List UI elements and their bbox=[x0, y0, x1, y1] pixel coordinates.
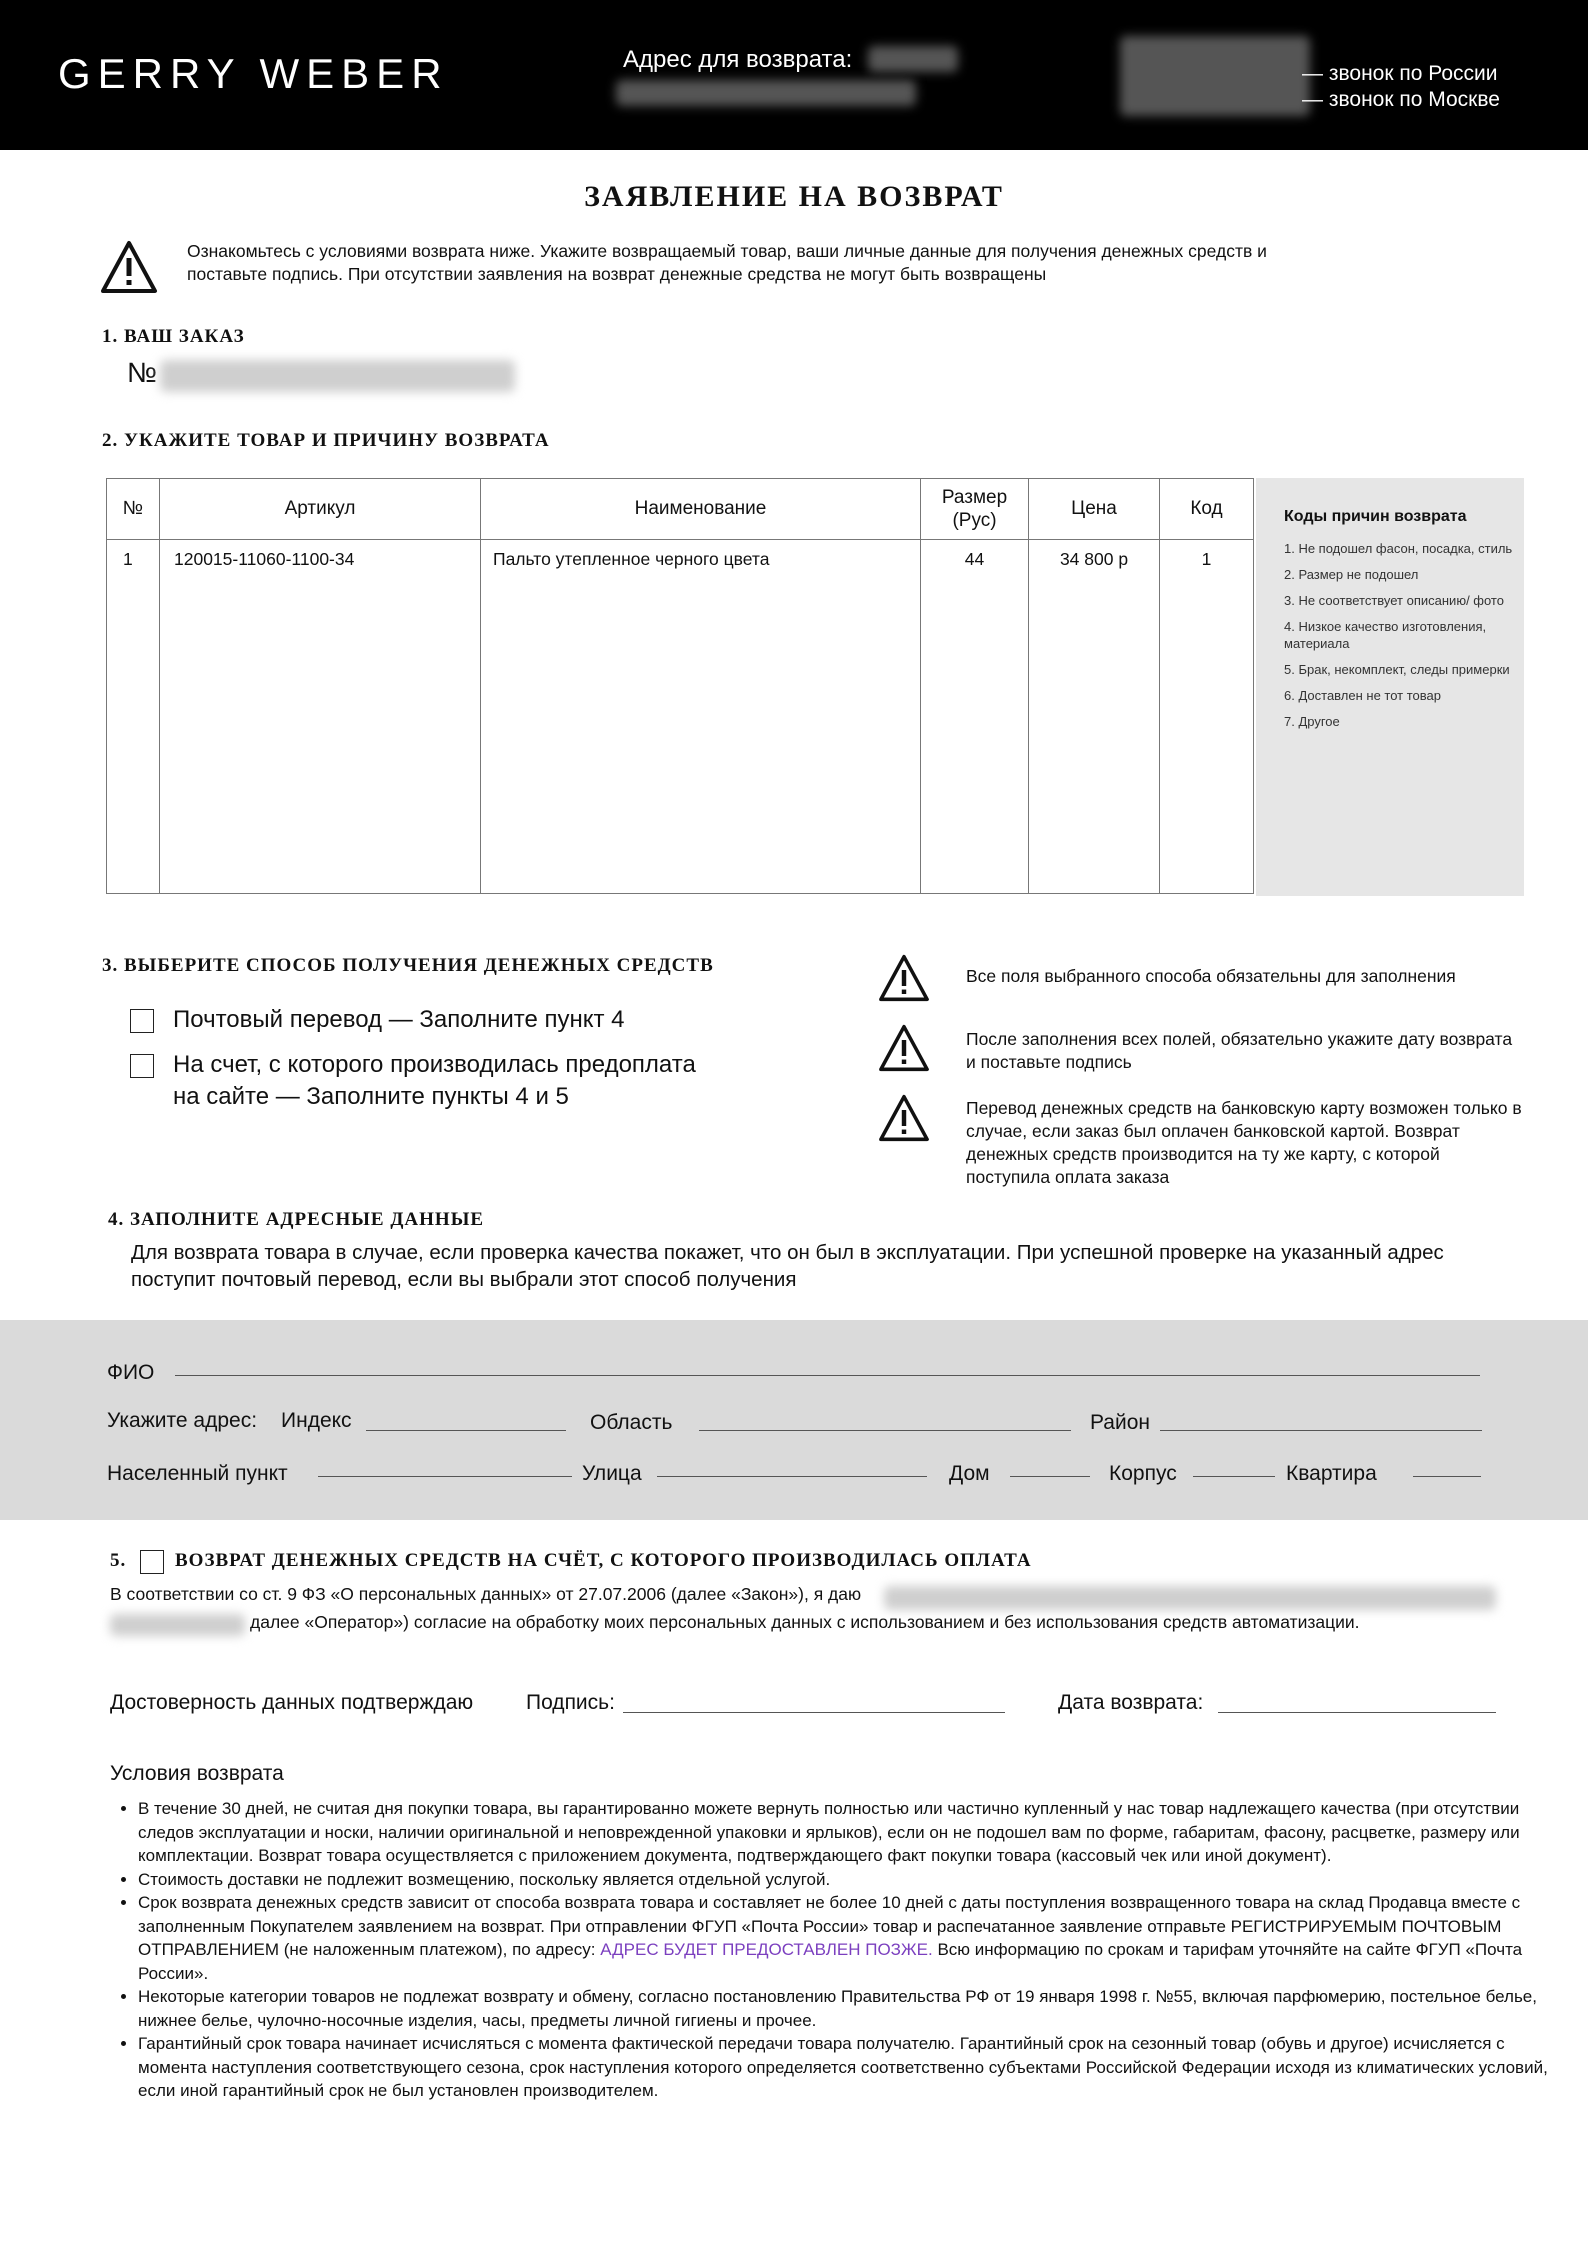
account-refund-option-label-1: На счет, с которого производилась предоплата bbox=[173, 1051, 696, 1078]
consent-text-start: В соответствии со ст. 9 ФЗ «О персональных данных» от 27.07.2006 (далее «Закон»), я даю bbox=[110, 1584, 862, 1604]
col-header-code: Код bbox=[1160, 479, 1254, 540]
condition-item bbox=[138, 1891, 1558, 1985]
return-address-label: Адрес для возврата: bbox=[623, 46, 853, 73]
warning-icon bbox=[878, 1024, 930, 1072]
address-later-highlight: АДРЕС БУДЕТ ПРЕДОСТАВЛЕН ПОЗЖЕ. bbox=[600, 1940, 933, 1959]
reason-code-item: 1. Не подошел фасон, посадка, стиль bbox=[1284, 541, 1513, 556]
condition-item: • В течение 30 дней, не считая дня покупки товара, вы гарантированно можете вернуть полностью или частично купленный у нас товар надлежащего качества (при отсутствии следов эксплуатации и носки, наличии оригинальной и неповрежденной упаковки и ярлыков), если он не подошел вам по форме, габаритам, фасону, расцветке, размеру или комплектации. Возврат товара осуществляется с приложением документа, подтверждающего факт покупки товара (кассовый чек или иной документ). bbox=[138, 1797, 1558, 1868]
account-refund-checkbox[interactable] bbox=[130, 1054, 154, 1078]
warning-icon bbox=[878, 954, 930, 1002]
cell-size: 44 bbox=[921, 540, 1029, 894]
header-bar bbox=[0, 0, 1588, 150]
building-label: Корпус bbox=[1109, 1462, 1177, 1485]
reason-codes-list bbox=[1284, 540, 1516, 739]
condition-item: • Гарантийный срок товара начинает исчисляться с момента фактической передачи товара получателю. Гарантийный срок на сезонный товар (обувь и другое) исчисляется с момента наступления соответствующего сезона, срок наступления которого определяется соответственно субъектами Российской Федерации исходя из климатических условий, если иной гарантийный срок не был установлен производителем. bbox=[138, 2032, 1558, 2103]
condition-item: • Стоимость доставки не подлежит возмещению, поскольку является отдельной услугой. bbox=[138, 1868, 1558, 1892]
cell-code: 1 bbox=[1160, 540, 1254, 894]
building-field[interactable] bbox=[1193, 1476, 1275, 1477]
personal-data-redacted-line2 bbox=[110, 1614, 245, 1636]
index-label: Индекс bbox=[281, 1409, 352, 1432]
note-date-signature: После заполнения всех полей, обязательно укажите дату возврата и поставьте подпись bbox=[966, 1029, 1513, 1072]
reason-code-item: 5. Брак, некомплект, следы примерки bbox=[1284, 662, 1510, 677]
intro-text: Ознакомьтесь с условиями возврата ниже. Укажите возвращаемый товар, ваши личные данные для получения денежных средств и поставьте подпись. При отсутствии заявления на возврат денежные средства не могут быть возвращены bbox=[187, 241, 1267, 284]
cell-num: 1 bbox=[107, 540, 160, 894]
house-field[interactable] bbox=[1010, 1476, 1090, 1477]
section5-number: 5. bbox=[110, 1550, 127, 1571]
consent-text-end: далее «Оператор») согласие на обработку моих персональных данных с использованием и без использования средств автоматизации. bbox=[250, 1612, 1360, 1632]
cell-article: 120015-11060-1100-34 bbox=[160, 540, 481, 894]
cell-name: Пальто утепленное черного цвета bbox=[481, 540, 921, 894]
region-field[interactable] bbox=[699, 1430, 1071, 1431]
col-header-num: № bbox=[107, 479, 160, 540]
section5-title: ВОЗВРАТ ДЕНЕЖНЫХ СРЕДСТВ НА СЧЁТ, С КОТОРОГО ПРОИЗВОДИЛАСЬ ОПЛАТА bbox=[175, 1550, 1032, 1571]
address-intro-text: Для возврата товара в случае, если проверка качества покажет, что он был в эксплуатации. При успешной проверке на указанный адрес поступит почтовый перевод, если вы выбрали этот способ получения bbox=[131, 1241, 1444, 1291]
document-title: ЗАЯВЛЕНИЕ НА ВОЗВРАТ bbox=[584, 180, 1004, 213]
return-items-table bbox=[106, 478, 1254, 894]
note-required-fields: Все поля выбранного способа обязательны для заполнения bbox=[966, 966, 1456, 986]
return-address-redacted bbox=[868, 46, 958, 72]
section3-title: 3. ВЫБЕРИТЕ СПОСОБ ПОЛУЧЕНИЯ ДЕНЕЖНЫХ СРЕДСТВ bbox=[102, 955, 714, 976]
table-header-row bbox=[107, 479, 1254, 540]
brand-logo: GERRY WEBER bbox=[58, 50, 449, 97]
conditions-list bbox=[110, 1797, 1558, 2103]
fio-label: ФИО bbox=[107, 1361, 155, 1384]
section2-title: 2. УКАЖИТЕ ТОВАР И ПРИЧИНУ ВОЗВРАТА bbox=[102, 430, 550, 451]
col-header-name: Наименование bbox=[481, 479, 921, 540]
reason-code-item: 7. Другое bbox=[1284, 714, 1340, 729]
table-row bbox=[107, 540, 1254, 894]
phone-russia-label: — звонок по России bbox=[1302, 62, 1498, 85]
reason-codes-title: Коды причин возврата bbox=[1284, 508, 1467, 525]
reason-code-item: 6. Доставлен не тот товар bbox=[1284, 688, 1441, 703]
order-number-redacted bbox=[160, 360, 515, 392]
apartment-label: Квартира bbox=[1286, 1462, 1377, 1485]
address-label: Укажите адрес: bbox=[107, 1409, 258, 1432]
fio-field[interactable] bbox=[175, 1375, 1480, 1376]
cell-price: 34 800 р bbox=[1029, 540, 1160, 894]
reason-codes-panel bbox=[1256, 478, 1524, 896]
street-label: Улица bbox=[582, 1462, 642, 1485]
postal-transfer-checkbox[interactable] bbox=[130, 1009, 154, 1033]
reason-code-item: 4. Низкое качество изготовления, материала bbox=[1284, 619, 1487, 651]
conditions-title: Условия возврата bbox=[110, 1762, 284, 1785]
district-field[interactable] bbox=[1160, 1430, 1482, 1431]
region-label: Область bbox=[590, 1411, 673, 1434]
warning-icon bbox=[100, 240, 158, 294]
postal-transfer-option-label: Почтовый перевод — Заполните пункт 4 bbox=[173, 1006, 625, 1033]
apartment-field[interactable] bbox=[1413, 1476, 1481, 1477]
col-header-size bbox=[921, 479, 1029, 540]
personal-data-redacted bbox=[884, 1586, 1496, 1610]
return-address-redacted-line2 bbox=[616, 80, 916, 106]
locality-label: Населенный пункт bbox=[107, 1462, 288, 1485]
reason-code-item: 2. Размер не подошел bbox=[1284, 567, 1419, 582]
col-header-size-text: Размер (Рус) bbox=[941, 487, 1008, 531]
condition-text: Всю информацию по срокам и тарифам уточняйте на сайте ФГУП «Почта России». bbox=[138, 1940, 1523, 1983]
condition-item: • Некоторые категории товаров не подлежат возврату и обмену, согласно постановлению Правительства РФ от 19 января 1998 г. №55, включая парфюмерию, постельное белье, нижнее белье, чулочно-носочные изделия, часы, предметы личной гигиены и прочее. bbox=[138, 1985, 1558, 2032]
account-refund-option-label-2: на сайте — Заполните пункты 4 и 5 bbox=[173, 1083, 569, 1110]
return-date-field[interactable] bbox=[1218, 1712, 1496, 1713]
account-refund-section-checkbox[interactable] bbox=[140, 1550, 164, 1574]
signature-field[interactable] bbox=[623, 1712, 1005, 1713]
phone-moscow-label: — звонок по Москве bbox=[1302, 88, 1500, 111]
index-field[interactable] bbox=[366, 1430, 566, 1431]
section1-title: 1. ВАШ ЗАКАЗ bbox=[102, 326, 245, 347]
address-form-panel bbox=[0, 1320, 1588, 1520]
confirm-text: Достоверность данных подтверждаю bbox=[110, 1691, 474, 1714]
street-field[interactable] bbox=[657, 1476, 927, 1477]
section4-title: 4. ЗАПОЛНИТЕ АДРЕСНЫЕ ДАННЫЕ bbox=[108, 1209, 485, 1230]
reason-code-item: 3. Не соответствует описанию/ фото bbox=[1284, 593, 1504, 608]
district-label: Район bbox=[1090, 1411, 1150, 1434]
signature-label: Подпись: bbox=[526, 1691, 615, 1714]
col-header-price: Цена bbox=[1029, 479, 1160, 540]
note-bank-card: Перевод денежных средств на банковскую карту возможен только в случае, если заказ был оплачен банковской картой. Возврат денежных средств производится на ту же карту, с которой поступила оплата заказа bbox=[966, 1098, 1522, 1187]
phone-redacted bbox=[1120, 36, 1310, 116]
order-number-prefix: № bbox=[127, 357, 158, 388]
col-header-article: Артикул bbox=[160, 479, 481, 540]
warning-icon bbox=[878, 1094, 930, 1142]
locality-field[interactable] bbox=[318, 1476, 572, 1477]
condition-text: Срок возврата денежных средств зависит от способа возврата товара и составляет не более 10 дней с даты поступления возвращенного товара на склад Продавца вместе с заполненным Покупателем заявлением на возврат. При отправлении ФГУП «Почта России» товар и распечатанное заявление отправьте РЕГИСТРИРУЕМЫМ ПОЧТОВЫМ ОТПРАВЛЕНИЕМ (не наложенным платежом), по адресу: bbox=[138, 1893, 1521, 1959]
return-date-label: Дата возврата: bbox=[1058, 1691, 1204, 1714]
house-label: Дом bbox=[949, 1462, 990, 1485]
